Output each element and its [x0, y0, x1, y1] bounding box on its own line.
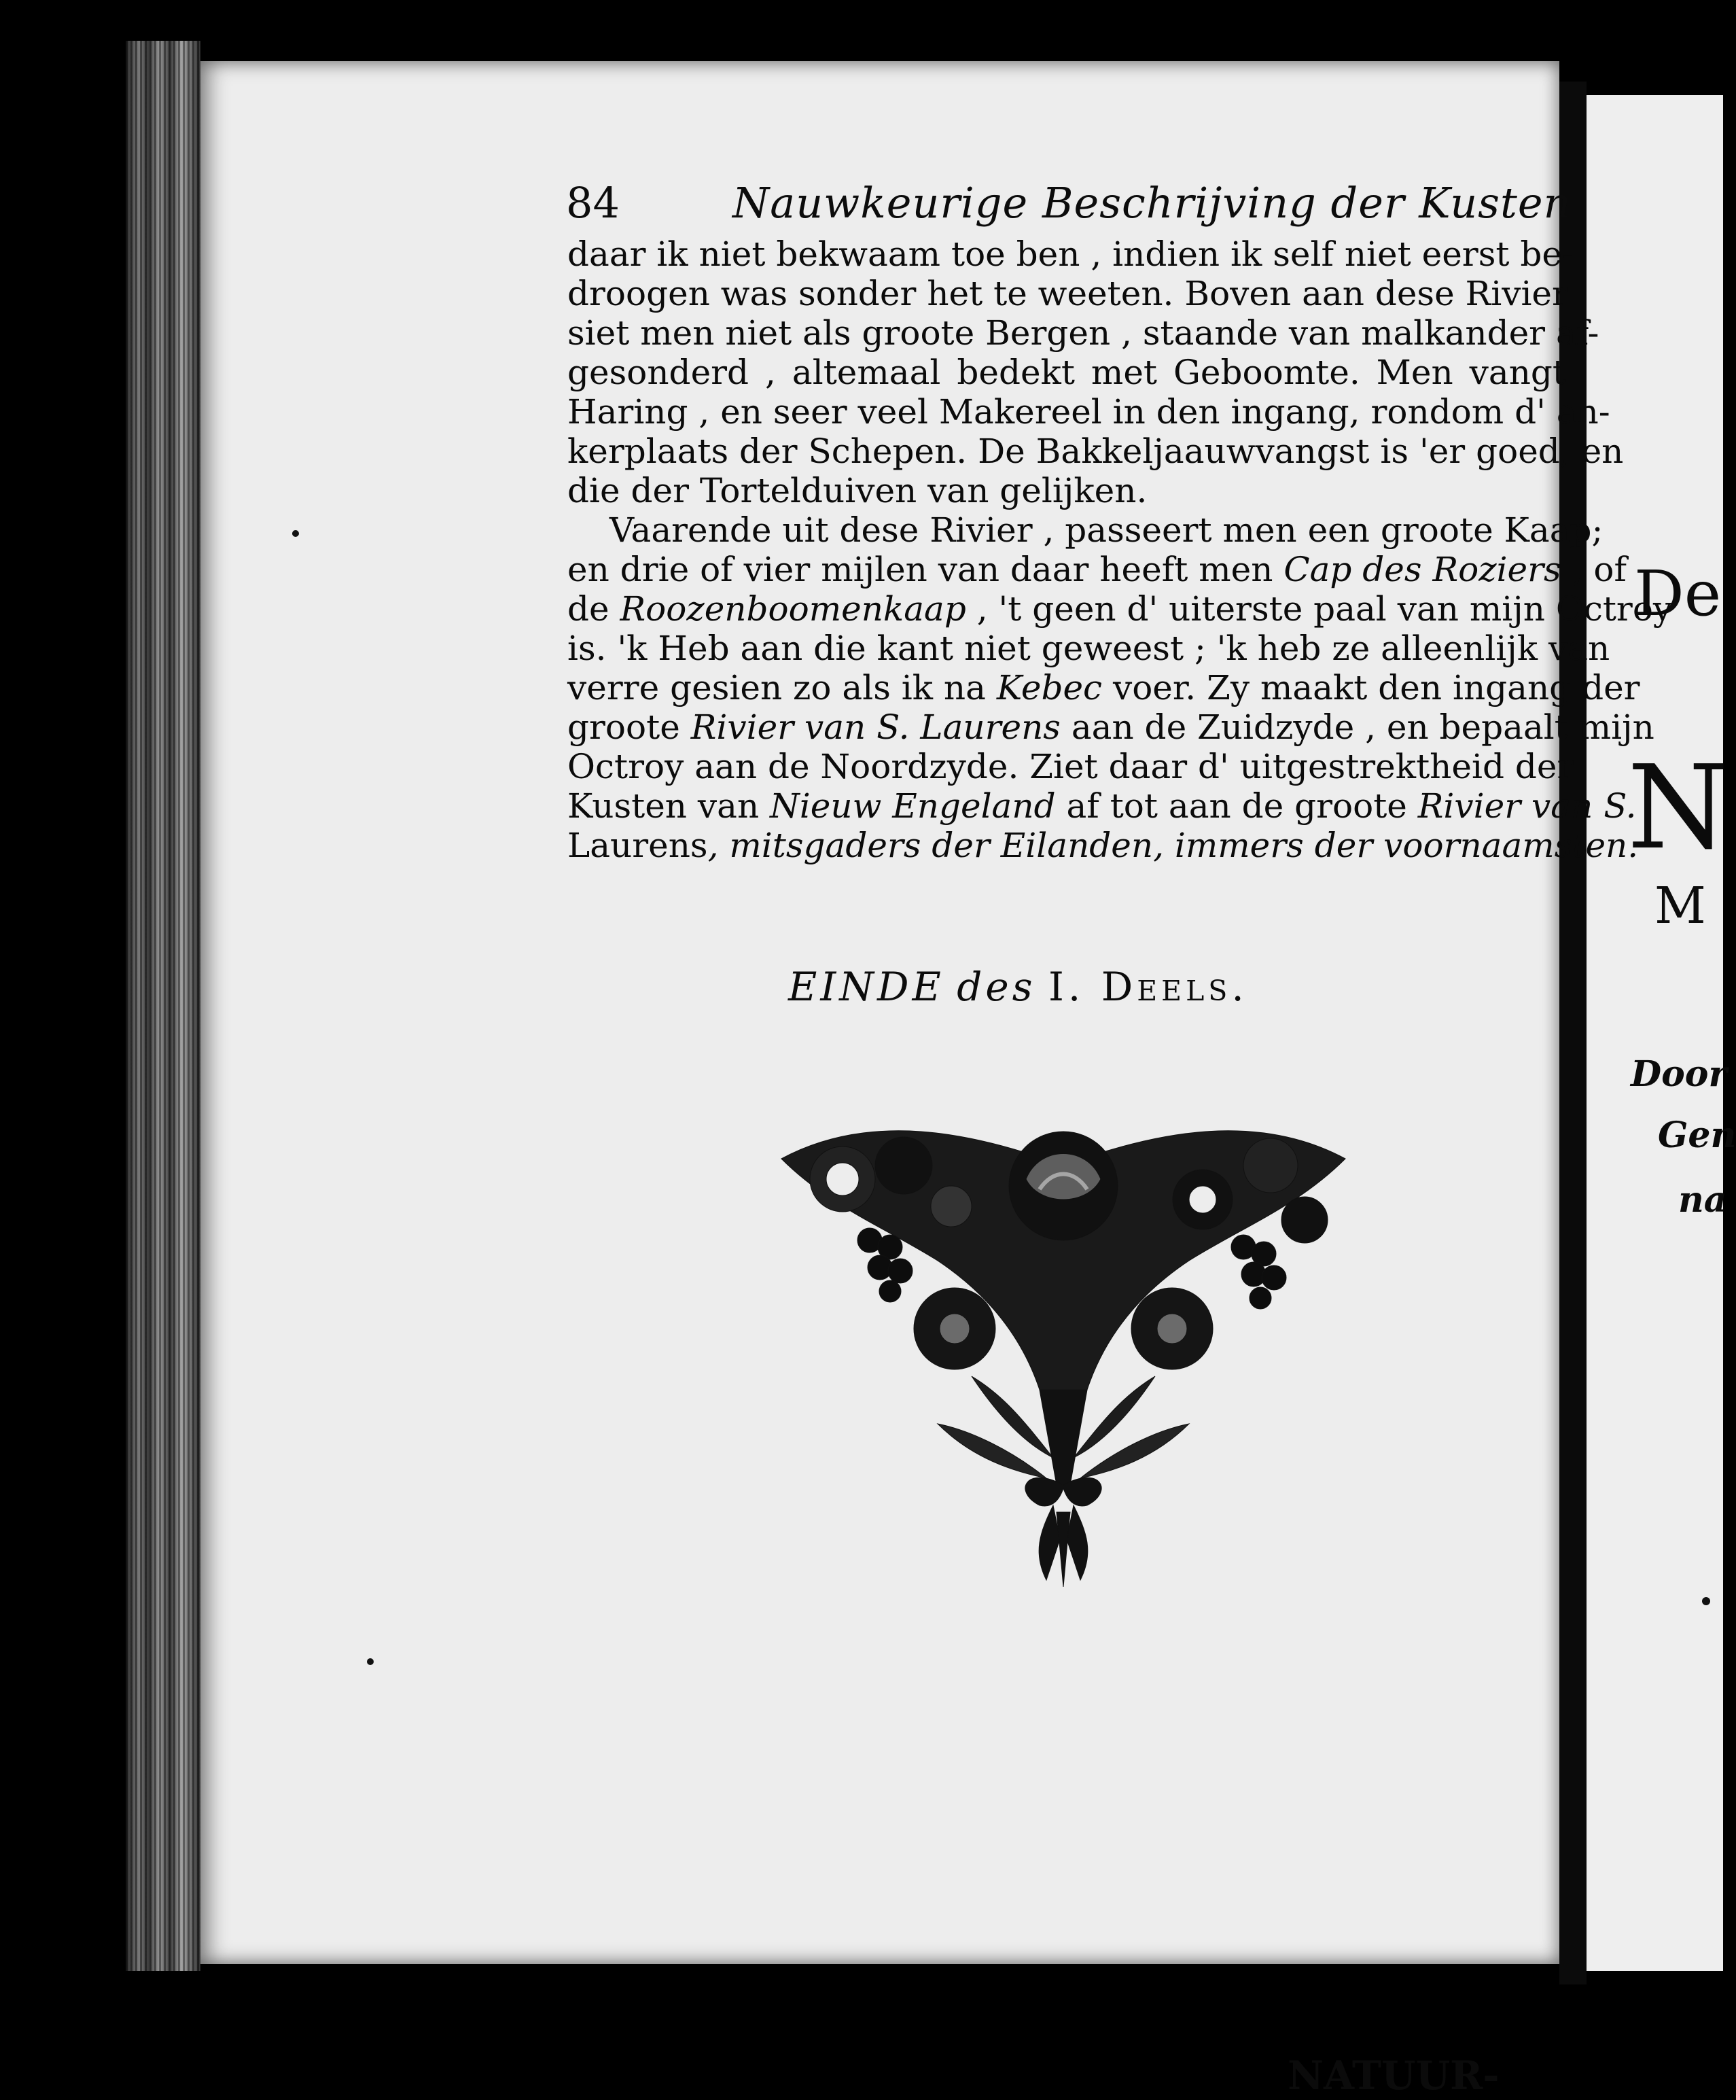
end-heading-des: des — [957, 964, 1036, 1010]
text-segment: gesonderd , altemaal bedekt met Geboomte. Men vangt — [567, 353, 1566, 392]
running-head — [566, 178, 1572, 232]
text-line — [567, 432, 1624, 471]
text-segment: daar ik niet bekwaam toe ben , indien ik self niet eerst be- — [567, 234, 1574, 274]
text-line — [567, 786, 1637, 826]
italic-segment: Rivier van S. — [1417, 786, 1637, 826]
text-segment: af tot aan de groote — [1055, 786, 1418, 826]
italic-segment: Nieuw Engeland — [770, 786, 1056, 826]
right-page-fragment: na — [1678, 1179, 1727, 1221]
italic-segment: , mitsgaders der Eilanden, immers der voornaamsten. — [707, 826, 1639, 865]
text-line — [567, 668, 1640, 707]
text-line — [567, 313, 1599, 353]
text-line — [567, 274, 1566, 313]
text-segment: kerplaats der Schepen. De Bakkeljaauwvangst is 'er goed, en — [567, 432, 1624, 471]
text-segment: die der Tortelduiven van gelijken. — [567, 471, 1148, 510]
end-heading — [788, 964, 1332, 1011]
end-heading-einde: EINDE — [788, 964, 944, 1010]
text-segment: siet men niet als groote Bergen , staande van malkander af- — [567, 313, 1599, 353]
text-segment: aan de Zuidzyde , en bepaalt mijn — [1060, 707, 1654, 747]
right-page-fragment: N — [1627, 741, 1729, 875]
page-number: 84 — [566, 178, 620, 228]
text-line — [567, 826, 1639, 865]
text-line — [567, 629, 1610, 668]
ink-speck — [1702, 1597, 1710, 1605]
italic-segment: Kebec — [996, 668, 1103, 707]
text-segment: en drie of vier mijlen van daar heeft men — [567, 550, 1284, 589]
text-segment: groote — [567, 707, 691, 747]
text-segment: de — [567, 589, 620, 629]
text-line — [567, 471, 1566, 510]
text-segment: Kusten van — [567, 786, 770, 826]
text-segment: Haring , en seer veel Makereel in den ingang, rondom d' an- — [567, 392, 1610, 432]
text-line — [567, 707, 1654, 747]
italic-segment: Cap des Roziers — [1283, 550, 1561, 589]
text-segment: , of — [1561, 550, 1627, 589]
text-line — [567, 550, 1627, 589]
text-segment: Vaarende uit dese Rivier , passeert men een groote Kaap; — [609, 510, 1604, 550]
right-page — [1587, 95, 1723, 1971]
text-segment: verre gesien zo als ik na — [567, 668, 997, 707]
italic-segment: Roozenboomenkaap — [620, 589, 966, 629]
text-segment: Octroy aan de Noordzyde. Ziet daar d' uitgestrektheid der — [567, 747, 1574, 786]
text-line — [567, 392, 1610, 432]
text-line — [567, 234, 1574, 274]
ink-speck — [367, 1658, 374, 1665]
text-segment: is. 'k Heb aan die kant niet geweest ; 'k heb ze alleenlijk van — [567, 629, 1610, 668]
right-page-fragment: Gen — [1658, 1115, 1736, 1156]
ink-speck — [292, 530, 299, 537]
text-line — [567, 747, 1574, 786]
book-edge — [126, 41, 200, 1971]
text-segment: droogen was sonder het te weeten. Boven aan dese Rivier — [567, 274, 1568, 313]
running-title: Nauwkeurige Beschrijving der Kusten — [732, 178, 1572, 228]
text-segment: Laurens — [567, 826, 708, 865]
catchword: NATUUR- — [1288, 2052, 1500, 2099]
text-segment: voer. Zy maakt den ingang der — [1102, 668, 1640, 707]
right-page-fragment: De — [1634, 557, 1722, 630]
italic-segment: Rivier van S. Laurens — [690, 707, 1061, 747]
floral-bouquet-vignette-icon — [768, 1104, 1359, 1594]
right-page-fragment: M — [1654, 877, 1706, 935]
text-line — [567, 353, 1566, 392]
body-text — [567, 234, 1673, 865]
text-line — [567, 589, 1673, 629]
text-line — [567, 510, 1604, 550]
end-heading-deels: I. Deels. — [1048, 964, 1248, 1010]
text-segment: , 't geen d' uiterste paal van mijn Octroy — [966, 589, 1673, 629]
right-page-fragment: Door — [1631, 1053, 1727, 1095]
